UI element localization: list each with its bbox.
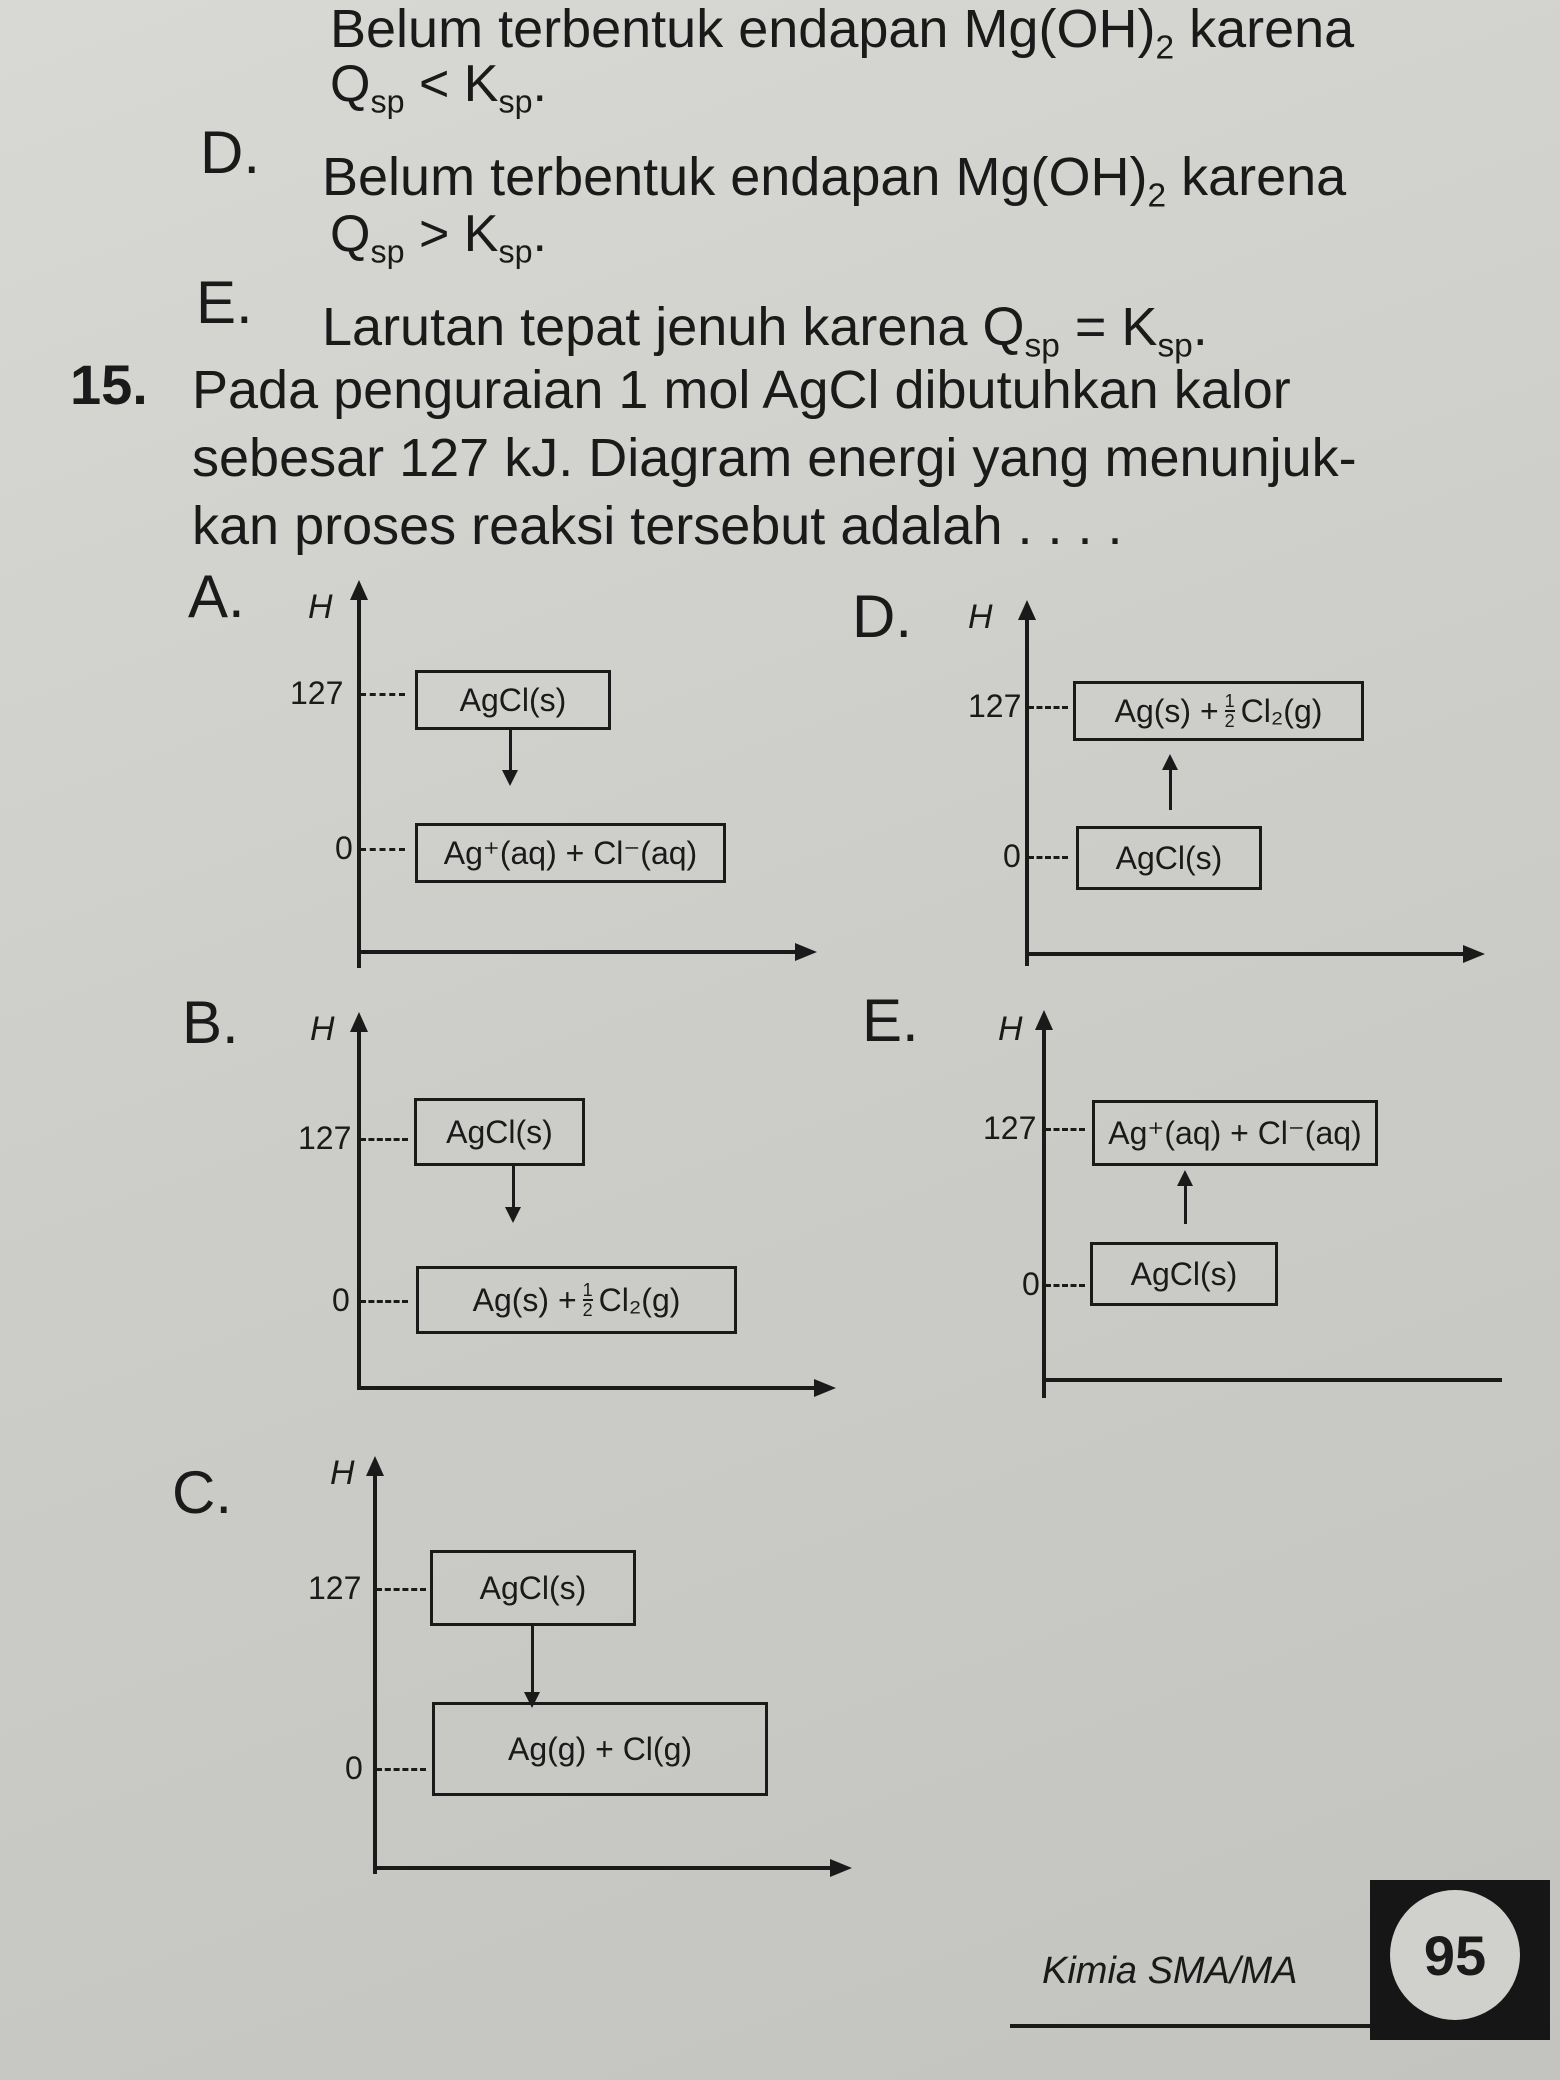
tick-0: 0 xyxy=(332,1282,350,1318)
fraction: $\frac{1}{2}$ xyxy=(582,1280,593,1320)
y-axis-arrow-icon xyxy=(366,1456,384,1476)
reaction-arrow xyxy=(1184,1184,1187,1224)
box-top: Ag⁺(aq) + Cl⁻(aq) xyxy=(1092,1100,1378,1166)
option-c2-letter: C. xyxy=(172,1459,232,1526)
tick-127: 127 xyxy=(298,1120,352,1156)
page-number: 95 xyxy=(1390,1890,1520,2020)
dash-127 xyxy=(360,693,405,696)
x-axis-arrow-icon xyxy=(814,1379,836,1397)
option-b-letter: B. xyxy=(182,989,239,1056)
box-top: AgCl(s) xyxy=(414,1098,585,1166)
h-axis-label: H xyxy=(968,598,993,636)
reaction-arrow xyxy=(512,1164,515,1209)
option-c-line1: Belum terbentuk endapan $Mg(OH)_2$ karena xyxy=(330,0,1355,67)
x-axis xyxy=(1042,1378,1502,1382)
dash-0 xyxy=(376,1768,426,1771)
option-c-line2: $Q_{sp} < K_{sp}$. xyxy=(330,55,547,120)
x-axis xyxy=(357,950,797,954)
x-axis-arrow-icon xyxy=(830,1859,852,1877)
box-top: AgCl(s) xyxy=(430,1550,636,1626)
h-axis-label: H xyxy=(998,1010,1023,1048)
fraction: $\frac{1}{2}$ xyxy=(1224,691,1235,731)
y-axis xyxy=(373,1474,377,1874)
dash-127 xyxy=(376,1588,426,1591)
h-axis-label: H xyxy=(308,588,333,626)
y-axis-arrow-icon xyxy=(350,1012,368,1032)
option-d-letter: D. xyxy=(200,119,260,186)
x-axis-arrow-icon xyxy=(1463,945,1485,963)
box-top: AgCl(s) xyxy=(415,670,611,730)
diagram-d xyxy=(968,596,1498,976)
footer-rule xyxy=(1010,2024,1410,2028)
diagram-b xyxy=(292,1010,852,1410)
tick-127: 127 xyxy=(968,688,1022,724)
tick-0: 0 xyxy=(345,1750,363,1786)
h-axis-label: H xyxy=(310,1010,335,1048)
x-axis xyxy=(357,1386,817,1390)
tick-0: 0 xyxy=(335,830,353,866)
option-d2-letter: D. xyxy=(852,583,912,650)
dash-0 xyxy=(360,1300,408,1303)
y-axis-arrow-icon xyxy=(1018,600,1036,620)
option-a-letter: A. xyxy=(188,563,245,630)
h-axis-label: H xyxy=(330,1454,355,1492)
option-e-letter: E. xyxy=(196,269,253,336)
x-axis xyxy=(373,1866,833,1870)
box-bottom: Ag(s) + $\frac{1}{2}$ Cl₂(g) xyxy=(416,1266,737,1334)
y-axis xyxy=(357,1030,361,1390)
tick-0: 0 xyxy=(1003,838,1021,874)
y-axis-arrow-icon xyxy=(350,580,368,600)
dash-127 xyxy=(1028,706,1068,709)
option-d-line1: Belum terbentuk endapan $Mg(OH)_2$ karena xyxy=(322,147,1347,215)
question-text: Pada penguraian 1 mol AgCl dibutuhkan kalor sebesar 127 kJ. Diagram energi yang menunjuk-kan proses reaksi tersebut adalah . . . . xyxy=(192,360,1357,556)
question-number: 15. xyxy=(70,353,148,416)
box-bottom: AgCl(s) xyxy=(1090,1242,1278,1306)
reaction-arrow xyxy=(531,1624,534,1694)
dash-0 xyxy=(1045,1284,1085,1287)
book-title: Kimia SMA/MA xyxy=(1042,1950,1298,1992)
tick-0: 0 xyxy=(1022,1266,1040,1302)
x-axis-arrow-icon xyxy=(795,943,817,961)
tick-127: 127 xyxy=(290,675,344,711)
dash-0 xyxy=(360,848,405,851)
arrow-down-icon xyxy=(505,1207,521,1223)
x-axis xyxy=(1025,952,1465,956)
option-e2-letter: E. xyxy=(862,987,919,1054)
reaction-arrow xyxy=(509,727,512,772)
y-axis-arrow-icon xyxy=(1035,1010,1053,1030)
tick-127: 127 xyxy=(983,1110,1037,1146)
y-axis xyxy=(357,598,361,968)
y-axis xyxy=(1025,618,1029,966)
box-bottom: Ag⁺(aq) + Cl⁻(aq) xyxy=(415,823,726,883)
y-axis xyxy=(1042,1028,1046,1398)
box-bottom: AgCl(s) xyxy=(1076,826,1262,890)
diagram-e xyxy=(980,1010,1520,1410)
diagram-c xyxy=(300,1454,860,1894)
dash-0 xyxy=(1028,856,1068,859)
box-bottom: Ag(g) + Cl(g) xyxy=(432,1702,768,1796)
diagram-a xyxy=(290,580,830,960)
tick-127: 127 xyxy=(308,1570,362,1606)
dash-127 xyxy=(360,1138,408,1141)
arrow-down-icon xyxy=(502,770,518,786)
box-top: Ag(s) + $\frac{1}{2}$ Cl₂(g) xyxy=(1073,681,1364,741)
option-d-line2: $Q_{sp} > K_{sp}$. xyxy=(330,205,547,270)
reaction-arrow xyxy=(1169,768,1172,810)
dash-127 xyxy=(1045,1128,1085,1131)
option-e-line: Larutan tepat jenuh karena $Q_{sp} = K_{sp}$. xyxy=(322,297,1208,365)
